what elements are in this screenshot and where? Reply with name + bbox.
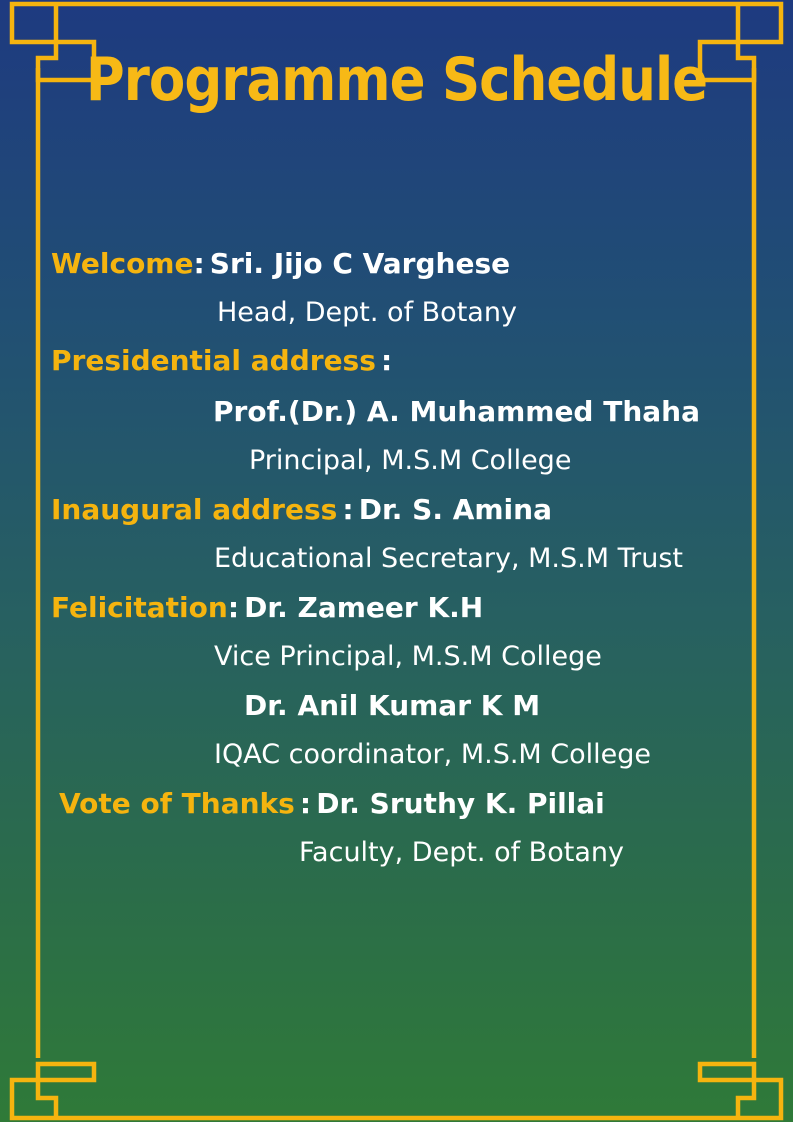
vote-of-thanks-designation: Faculty, Dept. of Botany bbox=[299, 837, 624, 868]
felicitation-row bbox=[51, 591, 484, 624]
inaugural-name: Dr. S. Amina bbox=[358, 493, 552, 526]
welcome-designation: Head, Dept. of Botany bbox=[217, 297, 517, 328]
welcome-separator: : bbox=[193, 247, 205, 280]
presidential-designation: Principal, M.S.M College bbox=[249, 445, 572, 476]
felicitation-label: Felicitation bbox=[51, 591, 228, 624]
vote-of-thanks-label: Vote of Thanks bbox=[59, 787, 295, 820]
vote-of-thanks-name: Dr. Sruthy K. Pillai bbox=[316, 787, 605, 820]
page-title: Programme Schedule bbox=[85, 46, 708, 115]
welcome-label: Welcome bbox=[51, 247, 194, 280]
welcome-name: Sri. Jijo C Varghese bbox=[209, 247, 511, 280]
inaugural-separator: : bbox=[342, 493, 354, 526]
felicitation-separator: : bbox=[227, 591, 240, 624]
felicitation-designation-2: IQAC coordinator, M.S.M College bbox=[214, 739, 652, 770]
felicitation-name-1: Dr. Zameer K.H bbox=[244, 591, 484, 624]
presidential-name: Prof.(Dr.) A. Muhammed Thaha bbox=[213, 395, 700, 428]
vote-of-thanks-row bbox=[59, 787, 605, 820]
presidential-label: Presidential address bbox=[51, 344, 376, 377]
felicitation-designation-1: Vice Principal, M.S.M College bbox=[214, 641, 602, 672]
presidential-row bbox=[51, 344, 393, 377]
presidential-separator: : bbox=[380, 344, 393, 377]
inaugural-label: Inaugural address bbox=[51, 493, 338, 526]
felicitation-name-2: Dr. Anil Kumar K M bbox=[244, 689, 541, 722]
vote-of-thanks-separator: : bbox=[299, 787, 312, 820]
inaugural-designation: Educational Secretary, M.S.M Trust bbox=[214, 543, 684, 574]
inaugural-row bbox=[51, 493, 552, 526]
welcome-row bbox=[51, 247, 511, 280]
